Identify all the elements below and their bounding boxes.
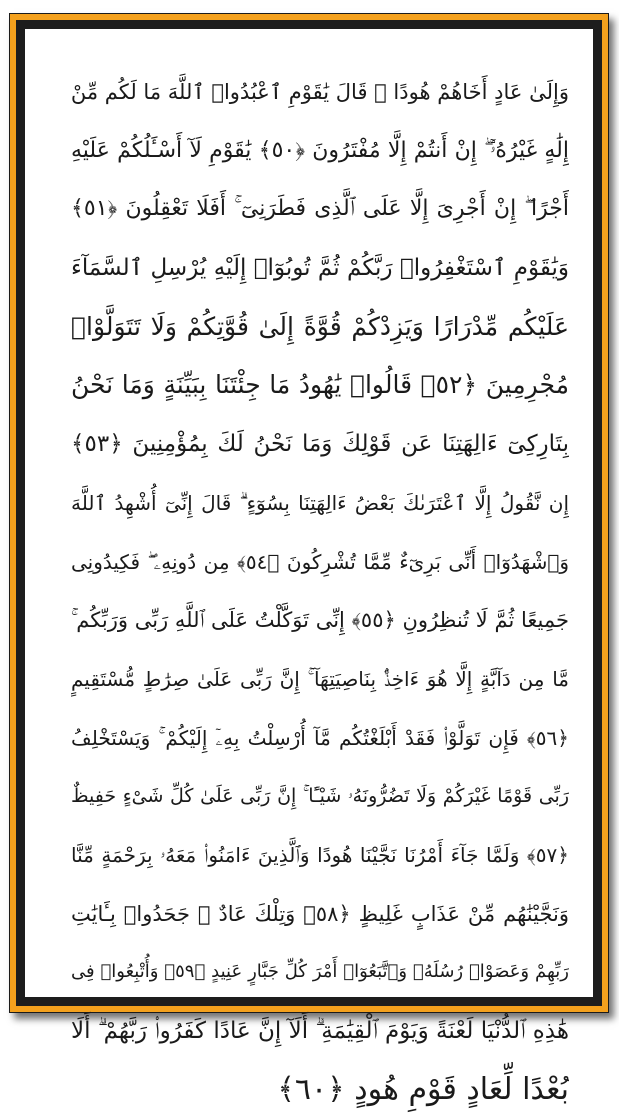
verse-line-18: بُعْدًا لِّعَادٍ قَوْمِ هُودٍ ﴿٦٠﴾: [277, 1071, 569, 1107]
verse-line-5: عَلَيْكُم مِّدْرَارًا وَيَزِدْكُمْ قُوَّةً إِلَىٰ قُوَّتِكُمْ وَلَا تَتَوَلَّوْا۟: [71, 311, 569, 341]
mushaf-page: [25, 29, 593, 1107]
verse-line-9: وَٱشْهَدُوٓا۟ أَنِّى بَرِىٓءٌ مِّمَّا تُشْرِكُونَ ﴿٥٤﴾ مِن دُونِهِۦ ۖ فَكِيدُونِى: [71, 549, 569, 574]
verse-line-15: وَنَجَّيْنَٰهُم مِّنْ عَذَابٍ غَلِيظٍ ﴿٥٨﴾ وَتِلْكَ عَادٌ ۖ جَحَدُوا۟ بِـَٔايَٰتِ: [71, 901, 569, 926]
verse-line-3: أَجْرًا ۖ إِنْ أَجْرِىَ إِلَّا عَلَى ٱلَّذِى فَطَرَنِىٓ ۚ أَفَلَا تَعْقِلُونَ ﴿٥١﴾: [71, 196, 569, 222]
verse-line-4: وَيَٰقَوْمِ ٱسْتَغْفِرُوا۟ رَبَّكُمْ ثُمَّ تُوبُوٓا۟ إِلَيْهِ يُرْسِلِ ٱلسَّمَآءَ: [71, 255, 569, 282]
verse-line-11: مَّا مِن دَآبَّةٍ إِلَّا هُوَ ءَاخِذٌۢ بِنَاصِيَتِهَآ ۚ إِنَّ رَبِّى عَلَىٰ صِرَٰطٍ مُّسْتَقِيمٍ: [71, 666, 569, 691]
verse-line-12: ﴿٥٦﴾ فَإِن تَوَلَّوْا۟ فَقَدْ أَبْلَغْتُكُم مَّآ أُرْسِلْتُ بِهِۦٓ إِلَيْكُمْ ۚ وَيَسْتَخْلِفُ: [71, 725, 569, 750]
verse-line-1: وَإِلَىٰ عَادٍ أَخَاهُمْ هُودًا ۚ قَالَ يَٰقَوْمِ ٱعْبُدُوا۟ ٱللَّهَ مَا لَكُم مِّنْ: [71, 80, 569, 104]
verse-line-8: إِن نَّقُولُ إِلَّا ٱعْتَرَىٰكَ بَعْضُ ءَالِهَتِنَا بِسُوٓءٍ ۗ قَالَ إِنِّىٓ أُشْهِدُ ٱللَّهَ: [71, 490, 569, 515]
verse-line-13: رَبِّى قَوْمًا غَيْرَكُمْ وَلَا تَضُرُّونَهُۥ شَيْـًٔا ۚ إِنَّ رَبِّى عَلَىٰ كُلِّ شَىْءٍ حَفِيظٌ: [71, 785, 569, 808]
verse-line-10: جَمِيعًا ثُمَّ لَا تُنظِرُونِ ﴿٥٥﴾ إِنِّى تَوَكَّلْتُ عَلَى ٱللَّهِ رَبِّى وَرَبِّكُم ۚ: [71, 608, 569, 633]
verse-line-17: هَٰذِهِ ٱلدُّنْيَا لَعْنَةً وَيَوْمَ ٱلْقِيَٰمَةِ ۗ أَلَآ إِنَّ عَادًا كَفَرُوا۟ رَبَّهُمْ ۗ أَلَا: [71, 1018, 569, 1044]
verse-line-7: بِتَارِكِىٓ ءَالِهَتِنَا عَن قَوْلِكَ وَمَا نَحْنُ لَكَ بِمُؤْمِنِينَ ﴿٥٣﴾: [71, 431, 569, 458]
verse-lines: [71, 63, 569, 1119]
verse-line-14: ﴿٥٧﴾ وَلَمَّا جَآءَ أَمْرُنَا نَجَّيْنَا هُودًا وَٱلَّذِينَ ءَامَنُوا۟ مَعَهُۥ بِرَحْمَةٍ مِّنَّا: [71, 842, 569, 867]
page-frame: [9, 13, 609, 1107]
verse-line-6: مُجْرِمِينَ ﴿٥٢﴾ قَالُوا۟ يَٰهُودُ مَا جِئْتَنَا بِبَيِّنَةٍ وَمَا نَحْنُ: [71, 370, 569, 400]
verse-line-2: إِلَٰهٍ غَيْرُهُۥٓ ۖ إِنْ أَنتُمْ إِلَّا مُفْتَرُونَ ﴿٥٠﴾ يَٰقَوْمِ لَآ أَسْـَٔلُكُمْ عَلَيْهِ: [71, 137, 569, 163]
verse-line-16: رَبِّهِمْ وَعَصَوْا۟ رُسُلَهُۥ وَٱتَّبَعُوٓا۟ أَمْرَ كُلِّ جَبَّارٍ عَنِيدٍ ﴿٥٩﴾ وَأُتْبِعُوا۟ فِى: [71, 961, 569, 983]
